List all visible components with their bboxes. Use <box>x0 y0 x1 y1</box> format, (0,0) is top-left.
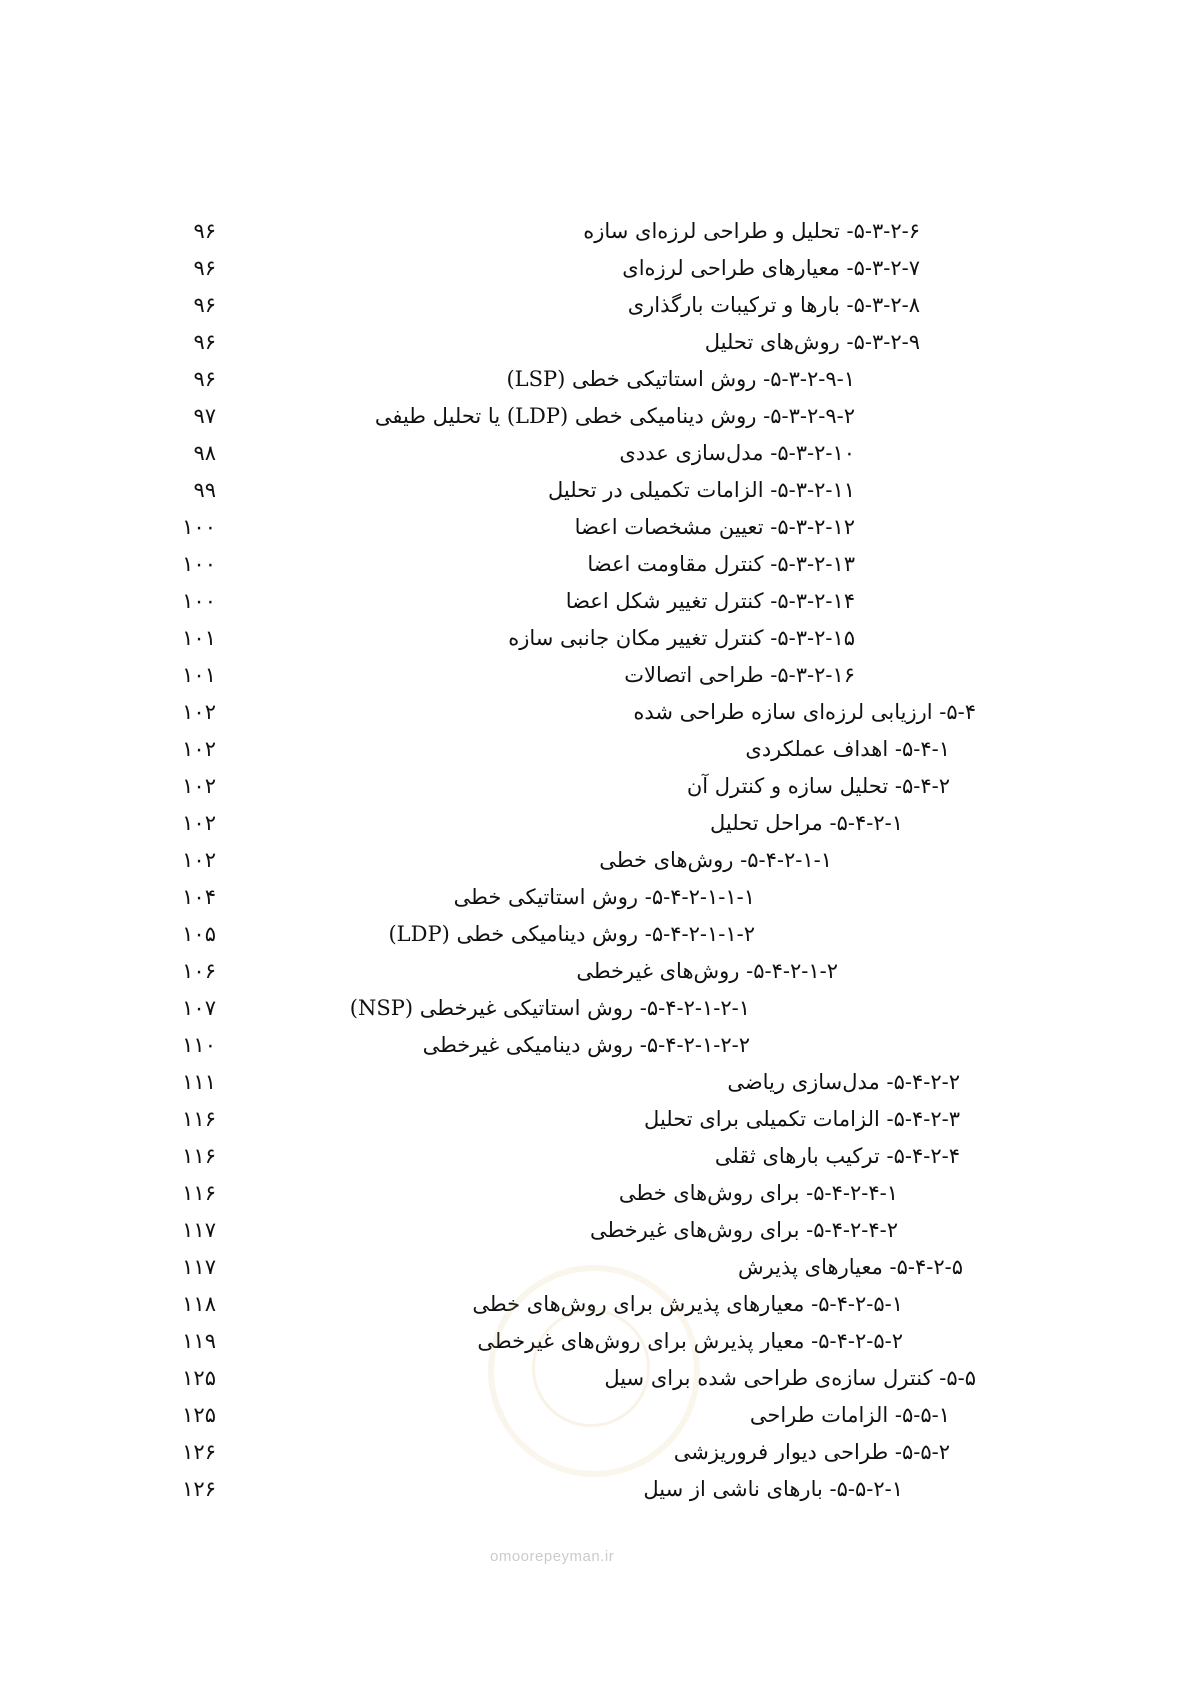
toc-entry <box>0 878 1191 916</box>
toc-entry <box>0 508 1191 546</box>
toc-page-number: ۹۸ <box>193 441 216 465</box>
toc-entry-title: ۵-۳-۲-۹-۱- روش استاتیکی خطی (LSP) <box>506 367 855 391</box>
toc-page-number: ۹۶ <box>193 293 216 317</box>
toc-entry <box>0 212 1191 250</box>
toc-page-number: ۱۲۵ <box>182 1403 216 1427</box>
toc-entry <box>0 730 1191 768</box>
toc-page-number: ۱۰۴ <box>182 885 216 909</box>
toc-entry <box>0 286 1191 324</box>
toc-entry <box>0 693 1191 731</box>
toc-entry-title: ۵-۳-۲-۱۱- الزامات تکمیلی در تحلیل <box>547 478 855 502</box>
toc-page-number: ۱۰۰ <box>182 515 216 539</box>
toc-entry <box>0 656 1191 694</box>
toc-page-number: ۱۰۱ <box>182 663 216 687</box>
toc-entry-title: ۵-۴-۲-۱- مراحل تحلیل <box>709 811 903 835</box>
toc-page-number: ۱۱۶ <box>182 1107 216 1131</box>
toc-entry <box>0 1211 1191 1249</box>
toc-page-number: ۹۹ <box>193 478 216 502</box>
toc-entry-title: ۵-۵-۲- طراحی دیوار فروریزشی <box>673 1440 950 1464</box>
toc-page-number: ۱۱۷ <box>182 1255 216 1279</box>
toc-entry-title: ۵-۳-۲-۱۳- کنترل مقاومت اعضا <box>587 552 855 576</box>
toc-entry <box>0 360 1191 398</box>
watermark-seal <box>488 1265 700 1477</box>
toc-entry-title: ۵-۴-۲-۵-۲- معیار پذیرش برای روش‌های غیرخطی <box>477 1329 903 1353</box>
toc-page-number: ۱۱۹ <box>182 1329 216 1353</box>
toc-page-number: ۱۱۶ <box>182 1181 216 1205</box>
toc-page-number: ۱۰۷ <box>182 996 216 1020</box>
toc-entry <box>0 1026 1191 1064</box>
watermark-seal-inner <box>532 1309 650 1427</box>
toc-entry-title: ۵-۴- ارزیابی لرزه‌ای سازه طراحی شده <box>633 700 976 724</box>
toc-entry-title: ۵-۴-۲- تحلیل سازه و کنترل آن <box>686 774 950 798</box>
toc-entry-title: ۵-۳-۲-۷- معیارهای طراحی لرزه‌ای <box>622 256 920 280</box>
toc-page-number: ۹۶ <box>193 219 216 243</box>
toc-entry <box>0 1137 1191 1175</box>
toc-page-number: ۱۰۰ <box>182 589 216 613</box>
toc-entry-title: ۵-۴-۲-۴- ترکیب بارهای ثقلی <box>714 1144 960 1168</box>
toc-entry <box>0 767 1191 805</box>
toc-entry <box>0 323 1191 361</box>
toc-entry <box>0 545 1191 583</box>
toc-entry <box>0 989 1191 1027</box>
toc-entry-title: ۵-۳-۲-۱۴- کنترل تغییر شکل اعضا <box>565 589 855 613</box>
toc-page-number: ۱۰۲ <box>182 737 216 761</box>
toc-entry-title: ۵-۳-۲-۹- روش‌های تحلیل <box>704 330 920 354</box>
toc-page-number: ۱۲۶ <box>182 1477 216 1501</box>
toc-page-number: ۱۱۶ <box>182 1144 216 1168</box>
toc-page-number: ۹۷ <box>193 404 216 428</box>
toc-entry-title: ۵-۳-۲-۱۶- طراحی اتصالات <box>624 663 855 687</box>
toc-entry <box>0 841 1191 879</box>
toc-entry-title: ۵-۴-۱- اهداف عملکردی <box>745 737 950 761</box>
toc-entry <box>0 915 1191 953</box>
toc-entry-title: ۵-۵-۲-۱- بارهای ناشی از سیل <box>643 1477 903 1501</box>
toc-entry <box>0 1063 1191 1101</box>
toc-page-number: ۱۱۷ <box>182 1218 216 1242</box>
toc-page-number: ۹۶ <box>193 330 216 354</box>
toc-entry-title: ۵-۳-۲-۱۰- مدل‌سازی عددی <box>619 441 855 465</box>
toc-entry-title: ۵-۳-۲-۹-۲- روش دینامیکی خطی (LDP) یا تحلیل طیفی <box>374 404 855 428</box>
toc-page-number: ۱۲۵ <box>182 1366 216 1390</box>
toc-entry <box>0 434 1191 472</box>
toc-entry-title: ۵-۴-۲-۱-۱- روش‌های خطی <box>599 848 832 872</box>
toc-page-number: ۱۰۱ <box>182 626 216 650</box>
toc-entry-title: ۵-۴-۲-۴-۲- برای روش‌های غیرخطی <box>589 1218 898 1242</box>
toc-page-number: ۹۶ <box>193 256 216 280</box>
toc-page-number: ۹۶ <box>193 367 216 391</box>
toc-entry-title: ۵-۳-۲-۱۵- کنترل تغییر مکان جانبی سازه <box>508 626 855 650</box>
toc-entry-title: ۵-۵- کنترل سازه‌ی طراحی شده برای سیل <box>604 1366 976 1390</box>
toc-entry <box>0 619 1191 657</box>
toc-page-number: ۱۰۰ <box>182 552 216 576</box>
toc-page-number: ۱۰۵ <box>182 922 216 946</box>
toc-page-number: ۱۲۶ <box>182 1440 216 1464</box>
toc-entry-title: ۵-۴-۲-۱-۱-۲- روش دینامیکی خطی (LDP) <box>388 922 755 946</box>
toc-page-number: ۱۰۲ <box>182 848 216 872</box>
toc-entry-title: ۵-۳-۲-۶- تحلیل و طراحی لرزه‌ای سازه <box>583 219 920 243</box>
toc-page-number: ۱۰۲ <box>182 811 216 835</box>
toc-entry-title: ۵-۴-۲-۴-۱- برای روش‌های خطی <box>618 1181 898 1205</box>
toc-entry-title: ۵-۴-۲-۱-۲-۲- روش دینامیکی غیرخطی <box>422 1033 750 1057</box>
toc-page-number: ۱۱۰ <box>182 1033 216 1057</box>
toc-entry <box>0 1174 1191 1212</box>
toc-entry-title: ۵-۴-۲-۱-۱-۱- روش استاتیکی خطی <box>453 885 755 909</box>
toc-page-number: ۱۰۲ <box>182 774 216 798</box>
toc-page-number: ۱۱۱ <box>182 1070 216 1094</box>
toc-page-number: ۱۱۸ <box>182 1292 216 1316</box>
toc-page-number: ۱۰۲ <box>182 700 216 724</box>
toc-entry <box>0 582 1191 620</box>
toc-entry-title: ۵-۴-۲-۵-۱- معیارهای پذیرش برای روش‌های خطی <box>472 1292 903 1316</box>
toc-entry <box>0 397 1191 435</box>
toc-page-number: ۱۰۶ <box>182 959 216 983</box>
toc-entry-title: ۵-۴-۲-۱-۲- روش‌های غیرخطی <box>576 959 838 983</box>
toc-entry-title: ۵-۴-۲-۲- مدل‌سازی ریاضی <box>727 1070 960 1094</box>
toc-entry <box>0 471 1191 509</box>
toc-entry <box>0 1100 1191 1138</box>
toc-entry <box>0 804 1191 842</box>
toc-entry-title: ۵-۳-۲-۱۲- تعیین مشخصات اعضا <box>574 515 855 539</box>
toc-entry <box>0 952 1191 990</box>
watermark-text: omoorepeyman.ir <box>490 1548 615 1565</box>
toc-entry-title: ۵-۴-۲-۱-۲-۱- روش استاتیکی غیرخطی (NSP) <box>349 996 750 1020</box>
toc-entry-title: ۵-۴-۲-۳- الزامات تکمیلی برای تحلیل <box>644 1107 960 1131</box>
toc-entry <box>0 249 1191 287</box>
toc-entry-title: ۵-۴-۲-۵- معیارهای پذیرش <box>738 1255 963 1279</box>
toc-entry-title: ۵-۳-۲-۸- بارها و ترکیبات بارگذاری <box>627 293 920 317</box>
toc-entry-title: ۵-۵-۱- الزامات طراحی <box>749 1403 950 1427</box>
